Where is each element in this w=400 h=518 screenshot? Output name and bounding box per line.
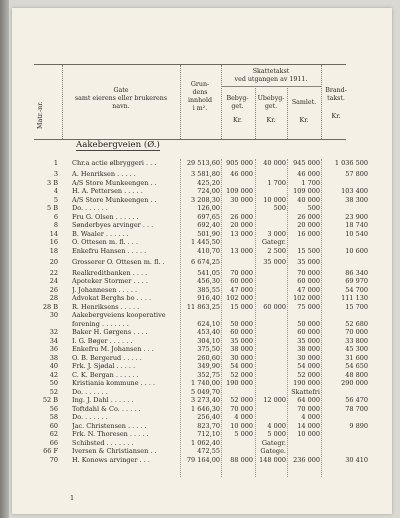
- brandtakst-value: 48 800: [345, 370, 368, 379]
- samlet-value: 54 000: [297, 362, 320, 370]
- table-row: [34, 353, 368, 363]
- bebygget-value: 46 000: [230, 170, 253, 178]
- table-row: [34, 246, 368, 256]
- grunn-area: 541,05: [197, 268, 220, 277]
- grunn-area: 724,00: [197, 187, 220, 195]
- owner-name: R. Henriksens . . . . .: [72, 302, 140, 311]
- owner-name: Jac. Christensen . . . . .: [72, 421, 147, 430]
- matr-nr: 1: [53, 159, 58, 167]
- samlet-value: 102 000: [293, 294, 320, 302]
- samlet-value: 109 000: [293, 187, 320, 195]
- table-row: [34, 362, 368, 371]
- brandtakst-value: 9 890: [349, 421, 368, 430]
- table-row: [34, 447, 346, 456]
- brandtakst-value: 103 400: [341, 187, 368, 195]
- brandtakst-value: 15 700: [345, 302, 368, 311]
- grunn-area: 453,40: [197, 328, 220, 336]
- header-samlet: Samlet. Kr.: [291, 99, 317, 124]
- brandtakst-value: 52 680: [345, 319, 368, 328]
- samlet-value: 60 000: [297, 277, 320, 285]
- grunn-area: 3 581,80: [191, 170, 220, 178]
- grunn-area: 11 863,25: [186, 302, 220, 311]
- brandtakst-value: 23 900: [345, 212, 368, 221]
- grunn-area: 385,55: [197, 285, 220, 294]
- table-row: [34, 396, 368, 405]
- bebygget-value: 54 000: [230, 362, 253, 370]
- brandtakst-value: 30 410: [345, 455, 368, 464]
- grunn-area: 349,90: [197, 362, 220, 370]
- table-row: [34, 238, 346, 247]
- owner-name: Aakebergveiens kooperative: [72, 311, 166, 319]
- section-title: Aakebergveien (Ø.): [76, 140, 160, 150]
- ubebygget-value: 35 000: [263, 257, 286, 266]
- samlet-value: 47 000: [297, 285, 320, 294]
- owner-name: Chr.a actie ølbryggeri . . .: [72, 159, 157, 167]
- brandtakst-value: 33 800: [345, 336, 368, 345]
- ubebygget-value: 148 000: [259, 455, 286, 464]
- bebygget-value: 109 000: [226, 187, 253, 195]
- bebygget-value: 47 000: [230, 285, 253, 294]
- samlet-value: 70 000: [297, 404, 320, 413]
- bebygget-value: 88 000: [230, 455, 253, 464]
- bebygget-value: 70 000: [230, 404, 253, 413]
- grunn-area: 823,70: [197, 421, 220, 430]
- matr-nr: 4: [53, 187, 58, 195]
- owner-name: O. B. Bergerud . . . . .: [72, 353, 142, 362]
- matr-nr: 58: [49, 413, 58, 421]
- owner-name: Sønderbyes arvinger . . .: [72, 221, 154, 229]
- bebygget-value: 30 000: [230, 353, 253, 362]
- matr-nr: 6: [53, 212, 58, 221]
- ubebygget-value: 4 000: [267, 421, 286, 430]
- table-row: [34, 379, 368, 388]
- matr-nr: 40: [49, 362, 58, 370]
- table-row: [34, 311, 346, 320]
- samlet-value: 75 000: [297, 302, 320, 311]
- matr-nr: 8: [53, 221, 58, 229]
- matr-nr: 66 F: [43, 447, 58, 455]
- grunn-area: 1 740,00: [191, 379, 220, 387]
- ledger-page: [12, 8, 392, 514]
- grunn-area: 712,10: [197, 430, 220, 438]
- owner-name: Iversen & Christiansen . .: [72, 447, 157, 455]
- samlet-value: 60 000: [297, 328, 320, 336]
- bebygget-value: 52 000: [230, 396, 253, 404]
- samlet-value: 40 000: [297, 195, 320, 204]
- table-header: [34, 64, 346, 140]
- grunn-area: 624,10: [197, 319, 220, 328]
- owner-name: Schibsted . . . . . . .: [72, 438, 134, 447]
- matr-nr: 50: [49, 379, 58, 387]
- owner-name: A/S Store Munkeengen . .: [72, 178, 157, 187]
- samlet-value: 16 000: [297, 229, 320, 238]
- grunn-area: 1 646,30: [191, 404, 220, 413]
- ubebygget-value: 10 000: [263, 195, 286, 204]
- owner-name: Enkefru Hansen . . . . .: [72, 246, 147, 255]
- table-row: [34, 170, 368, 179]
- owner-name: Frk. J. Sjødal . . . . .: [72, 362, 136, 370]
- matr-nr: 52 B: [42, 396, 58, 404]
- samlet-value: 4 000: [301, 413, 320, 421]
- samlet-value: 20 000: [297, 221, 320, 229]
- bebygget-value: 50 000: [230, 319, 253, 328]
- owner-name: Frk. N. Thoresen . . . . .: [72, 430, 149, 438]
- grunn-area: 3 208,30: [191, 195, 220, 204]
- brandtakst-value: 69 970: [345, 277, 368, 285]
- ubebygget-value: 5 000: [267, 430, 286, 438]
- bebygget-value: 35 000: [230, 336, 253, 345]
- matr-nr: 3 B: [47, 178, 58, 187]
- brandtakst-value: 54 700: [345, 285, 368, 294]
- table-row: [34, 195, 368, 205]
- bebygget-value: 102 000: [226, 294, 253, 302]
- matr-nr: 70: [49, 455, 58, 464]
- ubebygget-value: Gatege.: [260, 447, 286, 455]
- grunn-area: 410,70: [197, 246, 220, 255]
- table-row: [34, 221, 368, 230]
- matr-nr: 26: [49, 285, 58, 294]
- owner-name: Realkreditbanken . . . .: [72, 268, 148, 277]
- table-row: [34, 229, 368, 239]
- table-row: [34, 285, 368, 295]
- brandtakst-value: 38 300: [345, 195, 368, 204]
- owner-name: A/S Store Munkeengen . .: [72, 195, 157, 204]
- table-row: [34, 345, 368, 354]
- matr-nr: 18: [49, 246, 58, 255]
- owner-name: C. K. Bergan . . . . . .: [72, 370, 139, 379]
- ubebygget-value: 1 700: [267, 178, 286, 187]
- grunn-area: 126,00: [197, 204, 220, 212]
- samlet-value: 15 500: [297, 246, 320, 255]
- owner-name: Fru G. Olsen . . . . . .: [72, 212, 139, 221]
- samlet-value: 64 000: [297, 396, 320, 404]
- header-gate: Gate samt eierens eller brukerens navn.: [74, 87, 168, 110]
- brandtakst-value: 10 540: [345, 229, 368, 238]
- samlet-value: 30 000: [297, 353, 320, 362]
- table-row: [34, 204, 346, 213]
- samlet-value: 52 000: [297, 370, 320, 379]
- matr-nr: 60: [49, 421, 58, 430]
- table-row: [34, 336, 368, 346]
- table-row: [34, 294, 368, 303]
- owner-name: J. Johannesen . . . . .: [72, 285, 138, 294]
- brandtakst-value: 290 000: [341, 379, 368, 387]
- matr-nr: 56: [49, 404, 58, 413]
- samlet-value: 38 000: [297, 345, 320, 353]
- ubebygget-value: 12 000: [263, 396, 286, 404]
- matr-nr: 20: [49, 257, 58, 266]
- owner-name: Baker H. Gørgens . . . .: [72, 328, 148, 336]
- ubebygget-value: 60 000: [263, 302, 286, 311]
- header-grunn: Grun- dens innhold i m².: [187, 81, 213, 112]
- bebygget-value: 905 000: [226, 159, 253, 167]
- brandtakst-value: 56 470: [345, 396, 368, 404]
- grunn-area: 697,65: [197, 212, 220, 221]
- table-row: [34, 404, 368, 414]
- owner-name: Do. . . . . . .: [72, 413, 108, 421]
- ubebygget-value: Gategr.: [261, 238, 286, 246]
- header-ubebygget: Ubebyg- get. Kr.: [257, 95, 285, 124]
- grunn-area: 1 062,40: [191, 438, 220, 447]
- table-row: [34, 421, 368, 431]
- samlet-value: 10 000: [297, 430, 320, 438]
- grunn-area: 260,60: [197, 353, 220, 362]
- bebygget-value: 10 000: [230, 421, 253, 430]
- matr-nr: 34: [49, 336, 58, 345]
- samlet-value: 46 000: [297, 170, 320, 178]
- brandtakst-value: 57 800: [345, 170, 368, 178]
- samlet-value: 500: [307, 204, 320, 212]
- matr-nr: 5: [53, 195, 58, 204]
- grunn-area: 1 445,50: [191, 238, 220, 246]
- owner-name: Kristiania kommune . . . .: [72, 379, 156, 387]
- bebygget-value: 13 000: [230, 246, 253, 255]
- ubebygget-value: 2 500: [267, 246, 286, 255]
- owner-name: Do. . . . . . .: [72, 387, 108, 396]
- matr-nr: 32: [49, 328, 58, 336]
- samlet-value: 14 000: [297, 421, 320, 430]
- matr-nr: 28 B: [42, 302, 58, 311]
- brandtakst-value: 45 300: [345, 345, 368, 353]
- brandtakst-value: 18 740: [345, 221, 368, 229]
- matr-nr: 30: [49, 311, 58, 319]
- matr-nr: 38: [49, 353, 58, 362]
- bebygget-value: 70 000: [230, 268, 253, 277]
- owner-name: O. Ottesen m. fl. . . .: [72, 238, 139, 246]
- ubebygget-value: 3 000: [267, 229, 286, 238]
- matr-nr: 3: [53, 170, 58, 178]
- ledger-rows: [34, 159, 368, 464]
- book-spine: [0, 0, 9, 518]
- owner-name: I. G. Bøger . . . . . .: [72, 336, 133, 345]
- brandtakst-value: 111 130: [341, 294, 368, 302]
- table-row: [34, 268, 368, 278]
- bebygget-value: 13 000: [230, 229, 253, 238]
- owner-name: Advokat Berghs bo . . . .: [72, 294, 152, 302]
- grunn-area: 375,50: [197, 345, 220, 353]
- bebygget-value: 15 000: [230, 302, 253, 311]
- table-row: [34, 302, 368, 312]
- brandtakst-value: 70 000: [345, 328, 368, 336]
- table-row: [34, 388, 346, 397]
- grunn-area: 352,75: [197, 370, 220, 379]
- bebygget-value: 60 000: [230, 277, 253, 285]
- samlet-value: 26 000: [297, 212, 320, 221]
- owner-name: Do. . . . . . .: [72, 204, 108, 212]
- owner-name: B. Waaler . . . . . .: [72, 229, 129, 238]
- bebygget-value: 4 000: [234, 413, 253, 421]
- samlet-value: 35 000: [297, 336, 320, 345]
- table-row: [34, 439, 346, 448]
- ubebygget-value: Gategr.: [261, 438, 286, 447]
- grunn-area: 916,40: [197, 294, 220, 302]
- matr-nr: 22: [49, 268, 58, 277]
- ubebygget-value: 40 000: [263, 159, 286, 167]
- bebygget-value: 190 000: [226, 379, 253, 387]
- owner-name: H. A. Pettersen . . . . .: [72, 187, 143, 195]
- matr-nr: 66: [49, 438, 58, 447]
- bebygget-value: 20 000: [230, 221, 253, 229]
- table-row: [34, 277, 368, 286]
- samlet-value: 945 000: [293, 159, 320, 167]
- samlet-value: 50 000: [297, 319, 320, 328]
- grunn-area: 456,30: [197, 277, 220, 285]
- samlet-value: Skattefri: [291, 387, 320, 396]
- grunn-area: 256,40: [197, 413, 220, 421]
- samlet-value: 35 000: [297, 257, 320, 266]
- owner-name: Enkefru M. Johansen . . .: [72, 345, 154, 353]
- grunn-area: 29 513,60: [186, 159, 220, 167]
- grunn-area: 5 049,70: [191, 387, 220, 396]
- bebygget-value: 52 000: [230, 370, 253, 379]
- grunn-area: 3 273,40: [191, 396, 220, 404]
- matr-nr: 5 B: [47, 204, 58, 212]
- owner-name: forening . . . . . . .: [72, 319, 129, 328]
- owner-name: Ing. J. Dahl . . . . . .: [72, 396, 134, 404]
- table-row: [34, 187, 368, 196]
- table-row: [34, 159, 368, 168]
- table-row: [34, 455, 368, 465]
- bebygget-value: 38 000: [230, 345, 253, 353]
- bebygget-value: 30 000: [230, 195, 253, 204]
- matr-nr: 16: [49, 238, 58, 246]
- header-bebygget: Bebyg- get. Kr.: [226, 95, 249, 124]
- grunn-area: 79 164,00: [186, 455, 220, 464]
- samlet-value: 1 700: [301, 178, 320, 187]
- brandtakst-value: 1 036 500: [334, 159, 368, 167]
- bebygget-value: 5 000: [234, 430, 253, 438]
- samlet-value: 236 000: [293, 455, 320, 464]
- owner-name: A. Henriksen . . . . .: [72, 170, 136, 178]
- matr-nr: 24: [49, 277, 58, 285]
- grunn-area: 304,10: [197, 336, 220, 345]
- bebygget-value: 26 000: [230, 212, 253, 221]
- matr-nr: 52: [49, 387, 58, 396]
- owner-name: H. Konows arvinger . . .: [72, 455, 150, 464]
- table-row: [34, 370, 368, 380]
- owner-name: Grosserer O. Ottesen m. fl. .: [72, 257, 165, 266]
- page-number: 1: [70, 494, 75, 502]
- owner-name: Toftdahl & Co. . . . . .: [72, 404, 141, 413]
- matr-nr: 42: [49, 370, 58, 379]
- matr-nr: 62: [49, 430, 58, 438]
- brandtakst-value: 86 340: [345, 268, 368, 277]
- samlet-value: 190 000: [293, 379, 320, 387]
- table-row: [34, 430, 346, 439]
- table-row: [34, 258, 346, 267]
- grunn-area: 472,55: [197, 447, 220, 455]
- grunn-area: 501,90: [197, 229, 220, 238]
- samlet-value: 70 000: [297, 268, 320, 277]
- table-row: [34, 212, 368, 222]
- header-skattetakst: Skattetakst ved utgangen av 1911.: [234, 68, 308, 83]
- table-row: [34, 179, 346, 188]
- table-row: [34, 328, 368, 337]
- matr-nr: 28: [49, 294, 58, 302]
- brandtakst-value: 31 600: [345, 353, 368, 362]
- owner-name: Apoteker Stormer . . . .: [72, 277, 148, 285]
- brandtakst-value: 78 700: [345, 404, 368, 413]
- brandtakst-value: 10 600: [345, 246, 368, 255]
- grunn-area: 6 674,25: [191, 257, 220, 266]
- ubebygget-value: 500: [273, 204, 286, 212]
- table-row: [34, 319, 368, 329]
- bebygget-value: 60 000: [230, 328, 253, 336]
- header-brandtakst: Brand- takst. Kr.: [325, 87, 347, 120]
- matr-nr: 14: [49, 229, 58, 238]
- table-row: [34, 413, 346, 422]
- header-matr-nr: Matr.-nr.: [37, 101, 44, 129]
- matr-nr: 36: [49, 345, 58, 353]
- grunn-area: 692,40: [197, 221, 220, 229]
- grunn-area: 425,20: [197, 178, 220, 187]
- brandtakst-value: 54 650: [345, 362, 368, 370]
